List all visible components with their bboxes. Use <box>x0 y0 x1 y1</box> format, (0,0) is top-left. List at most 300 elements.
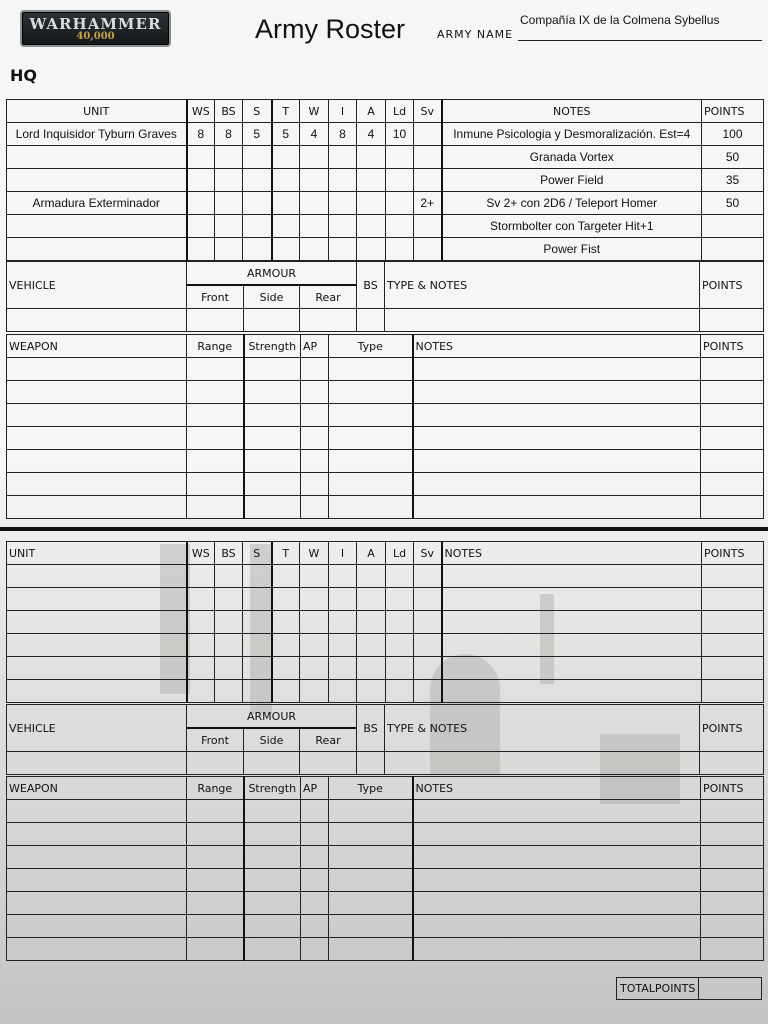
unit-cell[interactable] <box>7 588 187 611</box>
unit-cell[interactable] <box>702 611 764 634</box>
vehicle-notes-header: TYPE & NOTES <box>385 705 700 752</box>
unit-cell[interactable] <box>215 588 243 611</box>
unit-cell[interactable] <box>243 634 272 657</box>
unit-cell[interactable] <box>386 657 414 680</box>
weapon-cell[interactable] <box>329 427 413 450</box>
weapon-cell[interactable] <box>413 427 701 450</box>
vehicle-header-row <box>7 262 764 286</box>
unit-cell[interactable] <box>243 588 272 611</box>
weapon-cell[interactable] <box>187 846 244 869</box>
unit-cell[interactable]: 5 <box>272 123 300 146</box>
unit-cell[interactable] <box>272 215 300 238</box>
unit-column-header: I <box>329 100 357 123</box>
unit-column-header: T <box>272 542 300 565</box>
weapon-cell[interactable] <box>413 381 701 404</box>
weapon-cell[interactable] <box>329 381 413 404</box>
weapon-cell[interactable] <box>301 473 329 496</box>
unit-cell[interactable] <box>243 611 272 634</box>
vehicle-cell[interactable] <box>7 309 187 332</box>
weapon-cell[interactable] <box>244 915 301 938</box>
unit-cell[interactable] <box>300 192 329 215</box>
unit-cell[interactable] <box>272 565 300 588</box>
weapon-cell[interactable] <box>7 869 187 892</box>
weapon-cell[interactable] <box>301 823 329 846</box>
unit-cell[interactable] <box>7 169 187 192</box>
weapon-cell[interactable] <box>329 404 413 427</box>
weapon-cell[interactable] <box>187 892 244 915</box>
unit-cell[interactable] <box>187 634 215 657</box>
unit-cell[interactable] <box>300 588 329 611</box>
unit-cell[interactable] <box>243 565 272 588</box>
unit-cell[interactable] <box>357 146 386 169</box>
total-points-field[interactable] <box>699 978 761 999</box>
weapon-cell[interactable] <box>413 892 701 915</box>
unit-column-header: Sv <box>414 542 442 565</box>
unit-column-header: POINTS <box>702 100 764 123</box>
unit-cell[interactable] <box>414 657 442 680</box>
unit-cell[interactable] <box>215 565 243 588</box>
unit-cell[interactable] <box>187 192 215 215</box>
vehicle-cell[interactable] <box>357 752 385 775</box>
weapon-cell[interactable] <box>187 358 244 381</box>
weapon-table <box>6 334 764 519</box>
unit-cell[interactable] <box>187 169 215 192</box>
unit-cell[interactable] <box>300 169 329 192</box>
weapon-cell[interactable] <box>7 381 187 404</box>
weapon-cell[interactable] <box>329 892 413 915</box>
unit-cell[interactable] <box>329 146 357 169</box>
table-row <box>7 169 764 192</box>
unit-cell[interactable] <box>414 565 442 588</box>
unit-cell[interactable] <box>357 657 386 680</box>
unit-cell[interactable]: 2+ <box>414 192 442 215</box>
weapon-cell[interactable] <box>413 915 701 938</box>
weapon-cell[interactable] <box>187 404 244 427</box>
unit-cell[interactable]: 8 <box>215 123 243 146</box>
weapon-cell[interactable] <box>7 823 187 846</box>
weapon-cell[interactable] <box>301 800 329 823</box>
unit-cell[interactable] <box>187 680 215 703</box>
unit-cell[interactable] <box>329 238 357 261</box>
unit-cell[interactable] <box>187 588 215 611</box>
weapon-cell[interactable] <box>413 358 701 381</box>
unit-cell[interactable] <box>442 565 702 588</box>
weapon-cell[interactable] <box>329 800 413 823</box>
weapon-cell[interactable] <box>187 915 244 938</box>
table-row <box>7 657 764 680</box>
unit-cell[interactable]: 8 <box>329 123 357 146</box>
army-name-field[interactable]: Compañía IX de la Colmena Sybellus <box>520 13 720 27</box>
unit-cell[interactable] <box>215 611 243 634</box>
unit-cell[interactable] <box>357 215 386 238</box>
weapon-cell[interactable] <box>7 915 187 938</box>
armour-header: ARMOUR <box>187 705 357 729</box>
unit-cell[interactable] <box>442 657 702 680</box>
weapon-cell[interactable] <box>244 800 301 823</box>
weapon-cell[interactable] <box>244 496 301 519</box>
unit-cell[interactable] <box>357 192 386 215</box>
weapon-cell[interactable] <box>701 427 764 450</box>
unit-cell[interactable] <box>357 565 386 588</box>
weapon-cell[interactable] <box>244 381 301 404</box>
weapon-cell[interactable] <box>329 450 413 473</box>
unit-cell[interactable]: 50 <box>702 146 764 169</box>
unit-cell[interactable]: 35 <box>702 169 764 192</box>
unit-cell[interactable] <box>357 611 386 634</box>
weapon-cell[interactable] <box>244 450 301 473</box>
unit-cell[interactable] <box>357 634 386 657</box>
unit-cell[interactable] <box>442 634 702 657</box>
unit-cell[interactable] <box>702 238 764 261</box>
weapon-cell[interactable] <box>301 427 329 450</box>
unit-cell[interactable] <box>702 588 764 611</box>
unit-cell[interactable] <box>300 215 329 238</box>
weapon-cell[interactable] <box>7 358 187 381</box>
unit-cell[interactable] <box>272 657 300 680</box>
weapon-cell[interactable] <box>7 404 187 427</box>
unit-cell[interactable]: 8 <box>187 123 215 146</box>
weapon-column-header: WEAPON <box>7 777 187 800</box>
weapon-cell[interactable] <box>7 427 187 450</box>
unit-cell[interactable] <box>414 146 442 169</box>
unit-cell[interactable] <box>300 680 329 703</box>
unit-cell[interactable] <box>329 588 357 611</box>
vehicle-cell[interactable] <box>700 309 764 332</box>
unit-cell[interactable] <box>702 215 764 238</box>
armour-side-header: Side <box>244 285 300 309</box>
armour-rear-header: Rear <box>300 728 357 752</box>
weapon-cell[interactable] <box>329 869 413 892</box>
unit-cell[interactable] <box>272 169 300 192</box>
weapon-cell[interactable] <box>301 915 329 938</box>
weapon-cell[interactable] <box>187 800 244 823</box>
unit-cell[interactable] <box>243 146 272 169</box>
unit-cell[interactable] <box>7 565 187 588</box>
unit-cell[interactable] <box>357 588 386 611</box>
weapon-column-header: POINTS <box>701 777 764 800</box>
unit-cell[interactable]: Armadura Exterminador <box>7 192 187 215</box>
weapon-cell[interactable] <box>244 869 301 892</box>
weapon-cell[interactable] <box>701 473 764 496</box>
vehicle-table <box>6 261 764 332</box>
weapon-cell[interactable] <box>701 846 764 869</box>
weapon-cell[interactable] <box>329 473 413 496</box>
armour-header: ARMOUR <box>187 262 357 286</box>
unit-cell[interactable]: Stormbolter con Targeter Hit+1 <box>442 215 702 238</box>
table-row <box>7 634 764 657</box>
unit-cell[interactable] <box>386 192 414 215</box>
unit-cell[interactable] <box>386 680 414 703</box>
weapon-cell[interactable] <box>7 846 187 869</box>
weapon-column-header: Strength <box>244 777 301 800</box>
unit-cell[interactable] <box>386 169 414 192</box>
weapon-cell[interactable] <box>244 358 301 381</box>
weapon-cell[interactable] <box>187 427 244 450</box>
weapon-cell[interactable] <box>413 404 701 427</box>
unit-cell[interactable] <box>702 657 764 680</box>
unit-cell[interactable] <box>386 588 414 611</box>
unit-cell[interactable]: Lord Inquisidor Tyburn Graves <box>7 123 187 146</box>
weapon-cell[interactable] <box>413 846 701 869</box>
unit-cell[interactable] <box>243 169 272 192</box>
weapon-cell[interactable] <box>413 473 701 496</box>
weapon-cell[interactable] <box>301 938 329 961</box>
vehicle-cell[interactable] <box>244 309 300 332</box>
weapon-cell[interactable] <box>701 496 764 519</box>
unit-cell[interactable]: 10 <box>386 123 414 146</box>
weapon-cell[interactable] <box>244 823 301 846</box>
weapon-cell[interactable] <box>244 404 301 427</box>
unit-cell[interactable] <box>386 611 414 634</box>
unit-cell[interactable] <box>272 611 300 634</box>
table-header-row <box>7 100 764 123</box>
weapon-cell[interactable] <box>301 496 329 519</box>
unit-cell[interactable] <box>187 565 215 588</box>
weapon-cell[interactable] <box>329 938 413 961</box>
unit-column-header: UNIT <box>7 542 187 565</box>
weapon-cell[interactable] <box>244 846 301 869</box>
warhammer-logo <box>20 10 171 47</box>
vehicle-notes-header: TYPE & NOTES <box>385 262 700 309</box>
unit-cell[interactable] <box>414 634 442 657</box>
weapon-cell[interactable] <box>413 496 701 519</box>
unit-cell[interactable] <box>329 634 357 657</box>
weapon-cell[interactable] <box>701 450 764 473</box>
unit-column-header: W <box>300 542 329 565</box>
unit-column-header: WS <box>187 100 215 123</box>
unit-cell[interactable] <box>272 634 300 657</box>
weapon-cell[interactable] <box>701 915 764 938</box>
vehicle-cell[interactable] <box>700 752 764 775</box>
unit-cell[interactable] <box>7 611 187 634</box>
weapon-cell[interactable] <box>413 938 701 961</box>
weapon-cell[interactable] <box>701 892 764 915</box>
unit-cell[interactable] <box>7 215 187 238</box>
weapon-cell[interactable] <box>301 358 329 381</box>
weapon-cell[interactable] <box>301 846 329 869</box>
unit-cell[interactable] <box>442 611 702 634</box>
weapon-cell[interactable] <box>7 450 187 473</box>
unit-column-header: POINTS <box>702 542 764 565</box>
unit-cell[interactable]: Sv 2+ con 2D6 / Teleport Homer <box>442 192 702 215</box>
weapon-cell[interactable] <box>301 404 329 427</box>
weapon-cell[interactable] <box>329 915 413 938</box>
vehicle-cell[interactable] <box>300 309 357 332</box>
weapon-cell[interactable] <box>701 869 764 892</box>
weapon-cell[interactable] <box>244 427 301 450</box>
unit-cell[interactable]: 50 <box>702 192 764 215</box>
army-name-label: ARMY NAME <box>437 28 514 41</box>
total-points-label: TOTALPOINTS <box>617 978 699 999</box>
weapon-cell[interactable] <box>7 892 187 915</box>
unit-cell[interactable] <box>187 146 215 169</box>
weapon-cell[interactable] <box>701 358 764 381</box>
weapon-cell[interactable] <box>301 869 329 892</box>
unit-cell[interactable] <box>215 634 243 657</box>
vehicle-cell[interactable] <box>385 752 700 775</box>
unit-cell[interactable] <box>215 169 243 192</box>
unit-cell[interactable]: 4 <box>357 123 386 146</box>
unit-cell[interactable] <box>215 657 243 680</box>
weapon-cell[interactable] <box>7 473 187 496</box>
table-row <box>7 358 764 381</box>
unit-cell[interactable] <box>7 238 187 261</box>
weapon-cell[interactable] <box>301 381 329 404</box>
unit-cell[interactable] <box>300 611 329 634</box>
unit-cell[interactable] <box>386 238 414 261</box>
unit-cell[interactable] <box>329 611 357 634</box>
weapon-cell[interactable] <box>329 358 413 381</box>
table-row <box>7 496 764 519</box>
vehicle-points-header: POINTS <box>700 262 764 309</box>
unit-cell[interactable] <box>329 680 357 703</box>
vehicle-cell[interactable] <box>300 752 357 775</box>
unit-cell[interactable] <box>329 657 357 680</box>
unit-cell[interactable] <box>414 588 442 611</box>
unit-cell[interactable]: Inmune Psicologia y Desmoralización. Est=4 <box>442 123 702 146</box>
unit-cell[interactable] <box>357 238 386 261</box>
weapon-cell[interactable] <box>244 892 301 915</box>
table-row <box>7 381 764 404</box>
section-heading-hq: HQ <box>10 66 37 85</box>
unit-cell[interactable] <box>187 611 215 634</box>
unit-cell[interactable] <box>300 565 329 588</box>
unit-cell[interactable] <box>7 146 187 169</box>
vehicle-cell[interactable] <box>357 309 385 332</box>
unit-cell[interactable] <box>414 169 442 192</box>
unit-column-header: Sv <box>414 100 442 123</box>
table-row <box>7 800 764 823</box>
weapon-cell[interactable] <box>413 823 701 846</box>
weapon-cell[interactable] <box>244 938 301 961</box>
unit-cell[interactable] <box>215 215 243 238</box>
unit-cell[interactable] <box>7 657 187 680</box>
unit-cell[interactable] <box>357 680 386 703</box>
unit-cell[interactable]: Power Field <box>442 169 702 192</box>
unit-cell[interactable] <box>386 634 414 657</box>
weapon-cell[interactable] <box>329 846 413 869</box>
unit-cell[interactable] <box>702 565 764 588</box>
unit-cell[interactable] <box>187 215 215 238</box>
weapon-cell[interactable] <box>301 450 329 473</box>
weapon-cell[interactable] <box>187 450 244 473</box>
vehicle-header-row <box>7 705 764 729</box>
unit-cell[interactable]: 4 <box>300 123 329 146</box>
unit-cell[interactable] <box>386 565 414 588</box>
unit-cell[interactable] <box>272 680 300 703</box>
unit-cell[interactable] <box>7 634 187 657</box>
weapon-cell[interactable] <box>187 473 244 496</box>
unit-cell[interactable] <box>243 215 272 238</box>
unit-cell[interactable] <box>442 588 702 611</box>
unit-cell[interactable] <box>7 680 187 703</box>
unit-cell[interactable] <box>243 657 272 680</box>
unit-cell[interactable] <box>272 238 300 261</box>
weapon-cell[interactable] <box>413 800 701 823</box>
weapon-cell[interactable] <box>701 800 764 823</box>
unit-cell[interactable] <box>414 611 442 634</box>
vehicle-cell[interactable] <box>7 752 187 775</box>
unit-cell[interactable] <box>702 634 764 657</box>
weapon-cell[interactable] <box>187 496 244 519</box>
weapon-column-header: AP <box>301 777 329 800</box>
unit-cell[interactable] <box>414 238 442 261</box>
unit-cell[interactable] <box>300 146 329 169</box>
armour-rear-header: Rear <box>300 285 357 309</box>
unit-cell[interactable] <box>272 588 300 611</box>
unit-cell[interactable] <box>243 192 272 215</box>
vehicle-cell[interactable] <box>187 752 244 775</box>
unit-column-header: Ld <box>386 542 414 565</box>
weapon-cell[interactable] <box>7 938 187 961</box>
unit-cell[interactable] <box>215 238 243 261</box>
unit-cell[interactable] <box>329 565 357 588</box>
unit-cell[interactable] <box>243 680 272 703</box>
unit-cell[interactable] <box>414 215 442 238</box>
weapon-cell[interactable] <box>701 938 764 961</box>
section-divider <box>0 527 768 531</box>
unit-cell[interactable] <box>442 680 702 703</box>
unit-cell[interactable] <box>386 215 414 238</box>
unit-cell[interactable] <box>329 215 357 238</box>
weapon-cell[interactable] <box>187 869 244 892</box>
unit-cell[interactable] <box>300 238 329 261</box>
weapon-cell[interactable] <box>701 381 764 404</box>
unit-cell[interactable]: 100 <box>702 123 764 146</box>
unit-cell[interactable] <box>329 192 357 215</box>
unit-cell[interactable] <box>187 657 215 680</box>
vehicle-cell[interactable] <box>244 752 300 775</box>
unit-cell[interactable] <box>329 169 357 192</box>
vehicle-cell[interactable] <box>187 309 244 332</box>
unit-cell[interactable] <box>414 680 442 703</box>
weapon-cell[interactable] <box>701 404 764 427</box>
weapon-cell[interactable] <box>187 823 244 846</box>
weapon-cell[interactable] <box>244 473 301 496</box>
unit-cell[interactable] <box>215 146 243 169</box>
unit-table <box>6 541 764 703</box>
unit-cell[interactable] <box>386 146 414 169</box>
unit-cell[interactable] <box>215 680 243 703</box>
table-header-row <box>7 335 764 358</box>
unit-cell[interactable] <box>272 146 300 169</box>
vehicle-cell[interactable] <box>385 309 700 332</box>
weapon-cell[interactable] <box>701 823 764 846</box>
unit-cell[interactable] <box>243 238 272 261</box>
unit-cell[interactable] <box>187 238 215 261</box>
weapon-cell[interactable] <box>7 800 187 823</box>
weapon-cell[interactable] <box>329 496 413 519</box>
weapon-cell[interactable] <box>187 381 244 404</box>
weapon-cell[interactable] <box>7 496 187 519</box>
unit-cell[interactable]: 5 <box>243 123 272 146</box>
unit-cell[interactable] <box>272 192 300 215</box>
weapon-cell[interactable] <box>329 823 413 846</box>
unit-cell[interactable] <box>702 680 764 703</box>
unit-cell[interactable] <box>215 192 243 215</box>
unit-cell[interactable]: Power Fist <box>442 238 702 261</box>
unit-cell[interactable] <box>357 169 386 192</box>
weapon-cell[interactable] <box>301 892 329 915</box>
unit-cell[interactable]: Granada Vortex <box>442 146 702 169</box>
weapon-cell[interactable] <box>413 450 701 473</box>
unit-cell[interactable] <box>300 634 329 657</box>
weapon-cell[interactable] <box>413 869 701 892</box>
weapon-cell[interactable] <box>187 938 244 961</box>
table-row <box>7 238 764 261</box>
unit-cell[interactable] <box>300 657 329 680</box>
unit-cell[interactable] <box>414 123 442 146</box>
